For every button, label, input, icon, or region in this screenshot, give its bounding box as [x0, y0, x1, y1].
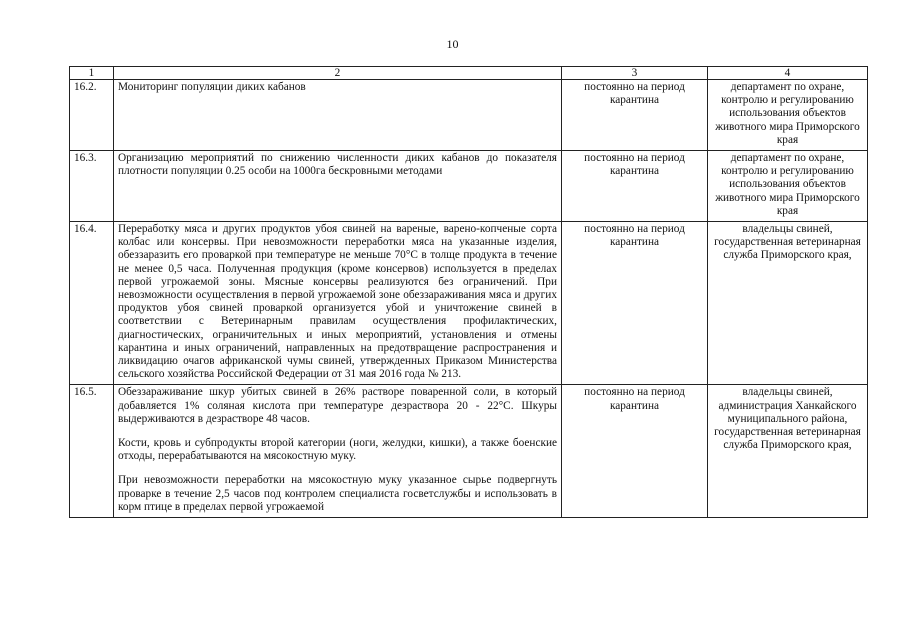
header-row: [70, 67, 868, 80]
header-col-3: 3: [562, 67, 708, 80]
page-number: 10: [446, 37, 459, 51]
responsible-cell: владельцы свиней, государственная ветеринарная служба Приморского края,: [708, 222, 868, 385]
measure-text: [114, 80, 562, 151]
period-cell: постоянно на период карантина: [562, 151, 708, 222]
header-col-2: 2: [114, 67, 562, 80]
measure-text: [114, 151, 562, 222]
responsible-cell: департамент по охране, контролю и регулированию использования объектов животного мира Приморского края: [708, 151, 868, 222]
header-col-1: 1: [70, 67, 114, 80]
responsible-cell: владельцы свиней, администрация Ханкайского муниципального района, государственная ветеринарная служба Приморского края,: [708, 385, 868, 518]
measure-paragraph: Мониторинг популяции диких кабанов: [118, 81, 306, 93]
measure-text: [114, 385, 562, 518]
period-cell: постоянно на период карантина: [562, 80, 708, 151]
header-col-4: 4: [708, 67, 868, 80]
period-cell: постоянно на период карантина: [562, 385, 708, 518]
row-number: 16.5.: [70, 385, 114, 518]
measure-paragraph: При невозможности переработки на мясокостную муку указанное сырье подвергнуть проварке в течение 2,5 часов под контролем специалиста госветслужбы и использовать в корм птице в пределах первой угрожаемой: [118, 474, 557, 513]
row-number: 16.3.: [70, 151, 114, 222]
measure-paragraph: Кости, кровь и субпродукты второй категории (ноги, желудки, кишки), а также боенские отходы, перерабатываются на мясокостную муку.: [118, 437, 557, 463]
row-number: 16.4.: [70, 222, 114, 385]
responsible-cell: департамент по охране, контролю и регулированию использования объектов животного мира Приморского края: [708, 80, 868, 151]
table-row: [70, 80, 868, 151]
measure-paragraph: Обеззараживание шкур убитых свиней в 26% растворе поваренной соли, в который добавляется 1% соляная кислота при температуре дезраствора 20 - 22°С. Шкуры выдерживаются в дезрастворе 48 часов.: [118, 386, 557, 425]
table-row: [70, 385, 868, 518]
row-number: 16.2.: [70, 80, 114, 151]
table-row: [70, 151, 868, 222]
period-cell: постоянно на период карантина: [562, 222, 708, 385]
measure-text: [114, 222, 562, 385]
table-row: [70, 222, 868, 385]
measure-paragraph: Переработку мяса и других продуктов убоя свиней на вареные, варено-копченые сорта колбас или консервы. При невозможности переработки мяса на указанные изделия, обеззаразить его проваркой при температуре не меньше 70°С в толще продукта в течение не менее 0,5 часа. Полученная продукция (кроме консервов) используется в пределах первой угрожаемой зоны. Мясные консервы реализуются без ограничений. При невозможности осуществления в первой угрожаемой зоне обеззараживания мяса и других продуктов убоя свиней проваркой организуется убой и уничтожение свиней в соответствии с Ветеринарным правилам осуществления профилактических, диагностических, ограничительных и иных мероприятий, установления и отмены карантина и иных ограничений, направленных на предотвращение распространения и ликвидацию очагов африканской чумы свиней, утвержденных Приказом Министерства сельского хозяйства Российской Федерации от 31 мая 2016 года № 213.: [118, 223, 557, 381]
measure-paragraph: Организацию мероприятий по снижению численности диких кабанов до показателя плотности популяции 0.25 особи на 1000га бескровными методами: [118, 152, 557, 178]
measures-table: [69, 66, 868, 518]
